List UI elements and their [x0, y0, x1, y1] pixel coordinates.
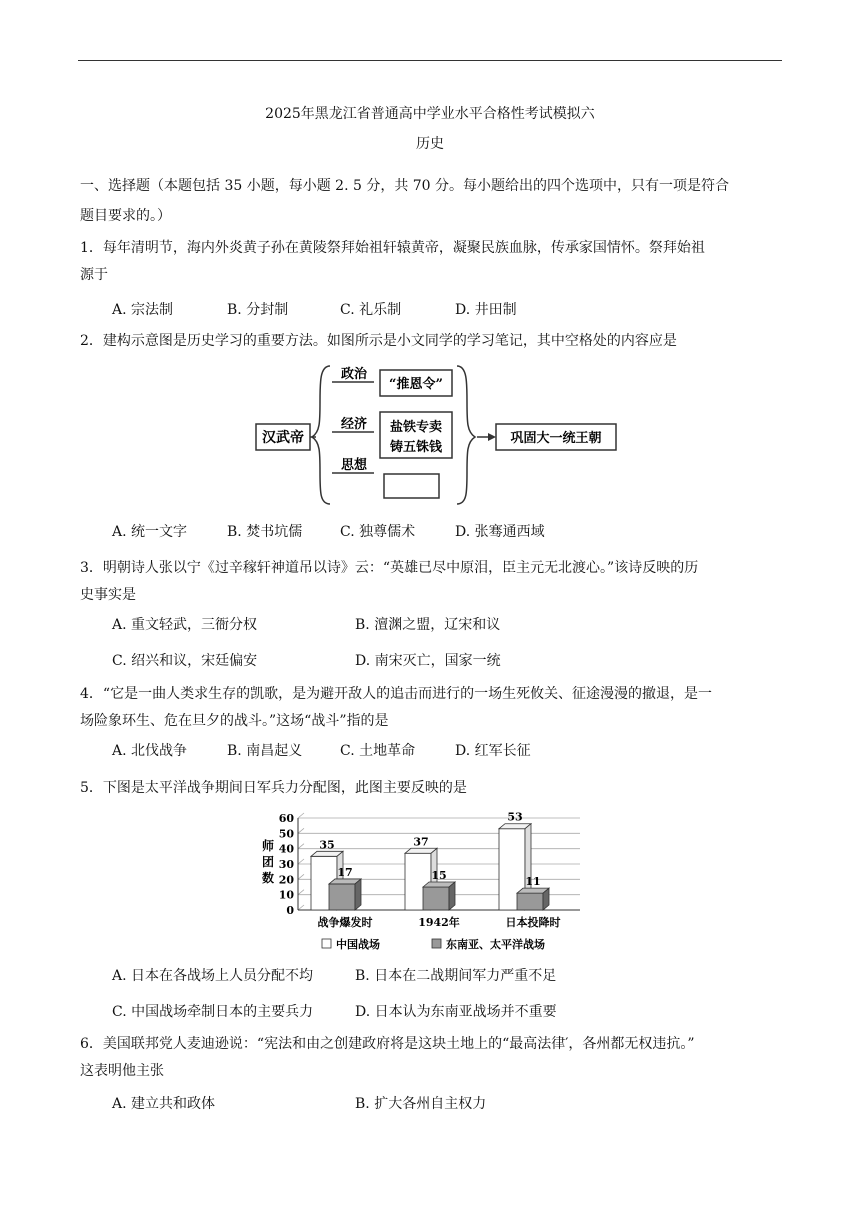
question-4-stem-cont: 场险象环生、危在旦夕的战斗。”这场“战斗”指的是: [80, 713, 389, 729]
thought-label: 思想: [340, 458, 368, 473]
q3-option-d[interactable]: D. 南宋灭亡，国家一统: [355, 653, 501, 669]
legend-swatch: [322, 939, 331, 948]
bar-pacific: [329, 884, 355, 910]
economy-label: 经济: [340, 417, 368, 432]
page-title: 2025年黑龙江省普通高中学业水平合格性考试模拟六: [265, 106, 595, 122]
gridline-depth: [298, 905, 304, 910]
q6-option-b[interactable]: B. 扩大各州自主权力: [355, 1096, 487, 1112]
bar-side: [449, 882, 455, 910]
q4-option-b[interactable]: B. 南昌起义: [227, 743, 303, 759]
q5-option-d[interactable]: D. 日本认为东南亚战场并不重要: [355, 1004, 557, 1020]
q3-option-a[interactable]: A. 重文轻武，三衙分权: [112, 617, 258, 633]
q2-option-b[interactable]: B. 焚书坑儒: [227, 524, 303, 540]
question-2-stem: 2．建构示意图是历史学习的重要方法。如图所示是小文同学的学习笔记，其中空格处的内容应是: [80, 333, 677, 349]
question-6-stem: 6．美国联邦党人麦迪逊说：“宪法和由之创建政府将是这块土地上的“最高法律′，各州都无权违抗。”: [80, 1036, 695, 1052]
politics-box-text: “推恩令”: [389, 377, 443, 392]
q4-option-d[interactable]: D. 红军长征: [455, 743, 531, 759]
q3-option-b[interactable]: B. 澶渊之盟，辽宋和议: [355, 617, 501, 633]
q2-option-a[interactable]: A. 统一文字: [112, 524, 188, 540]
right-brace: [457, 366, 475, 504]
gridline-depth: [298, 859, 304, 864]
y-tick-label: 40: [278, 842, 294, 856]
bar-side: [355, 879, 361, 910]
legend-swatch: [432, 939, 441, 948]
q4-option-c[interactable]: C. 土地革命: [340, 743, 416, 759]
data-label: 11: [525, 875, 541, 889]
legend-label: 中国战场: [336, 938, 380, 951]
q4-option-a[interactable]: A. 北伐战争: [112, 743, 188, 759]
root-label: 汉武帝: [262, 430, 304, 446]
x-tick-label: 战争爆发时: [317, 916, 373, 929]
q6-option-a[interactable]: A. 建立共和政体: [112, 1096, 216, 1112]
data-label: 35: [319, 838, 335, 852]
data-label: 15: [431, 869, 447, 882]
data-label: 37: [413, 835, 429, 849]
blank-box: [384, 474, 439, 498]
question-6-stem-cont: 这表明他主张: [80, 1063, 164, 1079]
politics-label: 政治: [340, 367, 368, 382]
y-tick-label: 30: [278, 858, 294, 871]
q3-option-c[interactable]: C. 绍兴和议，宋廷偏安: [112, 653, 258, 669]
q5-option-c[interactable]: C. 中国战场牵制日本的主要兵力: [112, 1004, 314, 1020]
q1-option-b[interactable]: B. 分封制: [227, 302, 289, 318]
chart-legend: [322, 937, 545, 951]
result-label: 巩固大一统王朝: [510, 431, 602, 446]
y-axis-label-char: 师: [261, 839, 275, 853]
x-tick-label: 日本投降时: [505, 916, 561, 929]
y-axis-label-char: 团: [261, 855, 275, 869]
gridline-depth: [298, 844, 304, 849]
troop-distribution-chart: [250, 808, 600, 960]
y-tick-label: 20: [278, 873, 294, 887]
question-5-stem: 5．下图是太平洋战争期间日军兵力分配图，此图主要反映的是: [80, 780, 467, 796]
q2-option-c[interactable]: C. 独尊儒术: [340, 524, 416, 540]
gridline-depth: [298, 890, 304, 895]
bar-pacific: [423, 887, 449, 910]
q2-option-d[interactable]: D. 张骞通西域: [455, 524, 545, 540]
y-tick-label: 0: [286, 904, 294, 917]
question-1-stem: 1．每年清明节，海内外炎黄子孙在黄陵祭拜始祖轩辕黄帝，凝聚民族血脉，传承家国情怀。祭拜始祖: [80, 240, 705, 256]
x-tick-label: 1942年: [418, 916, 460, 929]
y-tick-label: 60: [278, 812, 294, 825]
gridline-depth: [298, 813, 304, 818]
q5-option-a[interactable]: A. 日本在各战场上人员分配不均: [112, 968, 314, 984]
question-4-stem: 4．“它是一曲人类求生存的凯歌，是为避开敌人的追击而进行的一场生死攸关、征途漫漫的撤退，是一: [80, 686, 713, 702]
brace: [312, 366, 330, 504]
y-axis-label-char: 数: [261, 871, 275, 885]
q1-option-c[interactable]: C. 礼乐制: [340, 302, 402, 318]
question-3-stem-cont: 史事实是: [80, 587, 136, 603]
bar-pacific: [517, 893, 543, 910]
subject-title: 历史: [416, 136, 444, 152]
header-rule: [78, 60, 782, 61]
economy-box-line1: 盐铁专卖: [389, 420, 443, 435]
section-instructions-cont: 题目要求的。）: [80, 208, 171, 224]
arrow-head: [488, 433, 496, 441]
question-3-stem: 3．明朝诗人张以宁《过辛稼轩神道吊以诗》云：“英雄已尽中原泪，臣主元无北渡心。”该诗反映的历: [80, 560, 699, 576]
gridline-depth: [298, 828, 304, 833]
q5-option-b[interactable]: B. 日本在二战期间军力严重不足: [355, 968, 557, 984]
y-tick-label: 50: [278, 827, 294, 841]
concept-diagram: [252, 362, 644, 510]
legend-label: 东南亚、太平洋战场: [446, 938, 545, 951]
q1-option-d[interactable]: D. 井田制: [455, 302, 517, 318]
economy-box-line2: 铸五铢钱: [389, 440, 443, 455]
data-label: 53: [507, 810, 523, 824]
question-1-stem-cont: 源于: [80, 267, 108, 283]
q1-option-a[interactable]: A. 宗法制: [112, 302, 174, 318]
gridline-depth: [298, 874, 304, 879]
section-instructions: 一、选择题（本题包括 35 小题，每小题 2. 5 分，共 70 分。每小题给出的四个选项中，只有一项是符合: [80, 178, 730, 194]
y-tick-label: 10: [278, 888, 294, 902]
data-label: 17: [337, 865, 353, 879]
